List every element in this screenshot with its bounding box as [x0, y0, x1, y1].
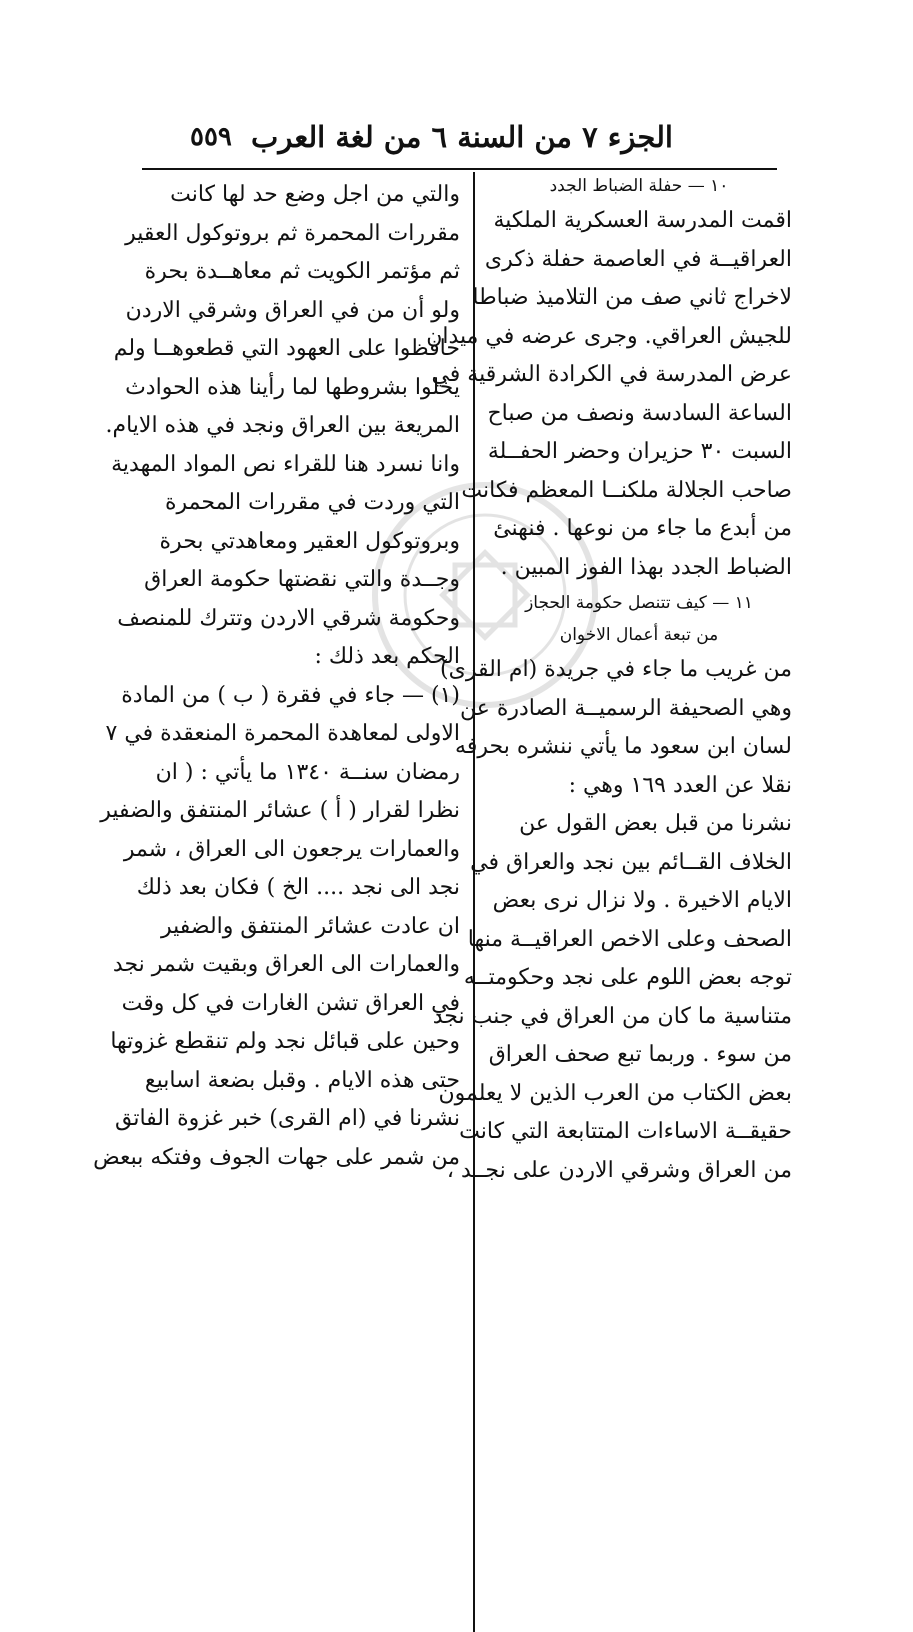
- text-line: (١) — جاء في فقرة ( ب ) من المادة: [121, 682, 460, 708]
- text-line: وهي الصحيفة الرسميــة الصادرة عن: [459, 695, 792, 721]
- text-line: العراقيــة في العاصمة حفلة ذكرى: [484, 246, 792, 272]
- running-title: الجزء ٧ من السنة ٦ من لغة العرب: [251, 120, 673, 154]
- text-line: الايام الاخيرة . ولا نزال نرى بعض: [492, 888, 792, 913]
- text-line: صاحب الجلالة ملكنــا المعظم فكانت: [461, 477, 792, 503]
- text-line: الضباط الجدد بهذا الفوز المبين .: [500, 554, 792, 580]
- text-line: نظرا لقرار ( أ ) عشائر المنتفق والضفير: [100, 798, 460, 823]
- text-line: الحكم بعد ذلك :: [314, 644, 460, 669]
- text-line: وجــدة والتي نقضتها حكومة العراق: [144, 567, 460, 592]
- text-line: من غريب ما جاء في جريدة (ام القرى): [440, 657, 792, 682]
- section-10-heading: ١٠ — حفلة الضباط الجدد: [549, 176, 729, 196]
- text-line: حتى هذه الايام . وقبل بضعة اسابيع: [144, 1067, 460, 1093]
- text-line: وحكومة شرقي الاردن وتترك للمنصف: [117, 605, 460, 631]
- text-line: ثم مؤتمر الكويت ثم معاهــدة بحرة: [144, 259, 460, 284]
- section-11-subheading: من تبعة أعمال الاخوان: [559, 625, 719, 645]
- text-line: والعمارات يرجعون الى العراق ، شمر: [123, 836, 460, 862]
- text-line: وانا نسرد هنا للقراء نص المواد المهدية: [111, 451, 460, 477]
- text-line: الاولى لمعاهدة المحمرة المنعقدة في ٧: [105, 721, 460, 746]
- text-line: من العراق وشرقي الاردن على نجــد ،: [446, 1157, 792, 1183]
- text-line: مقررات المحمرة ثم بروتوكول العقير: [125, 220, 460, 246]
- text-line: نشرنا من قبل بعض القول عن: [519, 811, 792, 836]
- text-line: نشرنا في (ام القرى) خبر غزوة الفاتق: [114, 1106, 460, 1131]
- text-line: للجيش العراقي. وجرى عرضه في ميدان: [426, 323, 792, 349]
- text-line: التي وردت في مقررات المحمرة: [165, 490, 460, 515]
- text-line: ان عادت عشائر المنتفق والضفير: [160, 913, 460, 939]
- text-line: والتي من اجل وضع حد لها كانت: [170, 182, 460, 207]
- text-line: المريعة بين العراق ونجد في هذه الايام.: [105, 413, 460, 438]
- text-line: حافظوا على العهود التي قطعوهــا ولم: [113, 336, 460, 361]
- text-line: الصحف وعلى الاخص العراقيــة منها: [467, 926, 792, 952]
- text-line: لسان ابن سعود ما يأتي ننشره بحرفه: [455, 734, 792, 759]
- left-column: [93, 176, 460, 1177]
- text-line: متناسية ما كان من العراق في جنب نجد: [432, 1003, 792, 1029]
- text-line: من أبدع ما جاء من نوعها . فنهنئ: [493, 516, 792, 541]
- text-line: من سوء . وربما تبع صحف العراق: [488, 1042, 792, 1067]
- text-line: عرض المدرسة في الكرادة الشرقية في: [431, 362, 792, 387]
- text-line: حقيقــة الاساءات المتتابعة التي كانت: [459, 1119, 792, 1144]
- text-line: الخلاف القــائم بين نجد والعراق في: [470, 849, 792, 875]
- text-line: اقمت المدرسة العسكرية الملكية: [493, 208, 792, 233]
- text-line: وحين على قبائل نجد ولم تنقطع غزوتها: [110, 1029, 460, 1054]
- page-header: [150, 112, 673, 162]
- text-line: والعمارات الى العراق وبقيت شمر نجد: [112, 952, 460, 977]
- text-line: السبت ٣٠ حزيران وحضر الحفــلة: [487, 439, 792, 464]
- text-line: توجه بعض اللوم على نجد وحكومتــه: [463, 965, 792, 990]
- text-line: في العراق تشن الغارات في كل وقت: [121, 990, 460, 1016]
- text-line: ولو أن من في العراق وشرقي الاردن: [125, 297, 460, 323]
- text-line: وبروتوكول العقير ومعاهدتي بحرة: [159, 528, 460, 554]
- text-line: بعض الكتاب من العرب الذين لا يعلمون: [438, 1080, 792, 1106]
- text-line: نقلا عن العدد ١٦٩ وهي :: [568, 772, 792, 798]
- text-line: من شمر على جهات الجوف وفتكه ببعض: [93, 1144, 460, 1170]
- text-line: نجد الى نجد .... الخ ) فكان بعد ذلك: [136, 875, 460, 900]
- text-line: لاخراج ثاني صف من التلاميذ ضباطا: [472, 285, 792, 310]
- text-line: الساعة السادسة ونصف من صباح: [487, 400, 792, 426]
- text-line: رمضان سنــة ١٣٤٠ ما يأتي : ( ان: [155, 759, 460, 785]
- section-11-heading: ١١ — كيف تتنصل حكومة الحجاز: [525, 593, 753, 613]
- right-column: [426, 170, 792, 1190]
- page-number: ٥٥٩: [190, 122, 232, 152]
- text-line: يخلوا بشروطها لما رأينا هذه الحوادث: [125, 374, 460, 400]
